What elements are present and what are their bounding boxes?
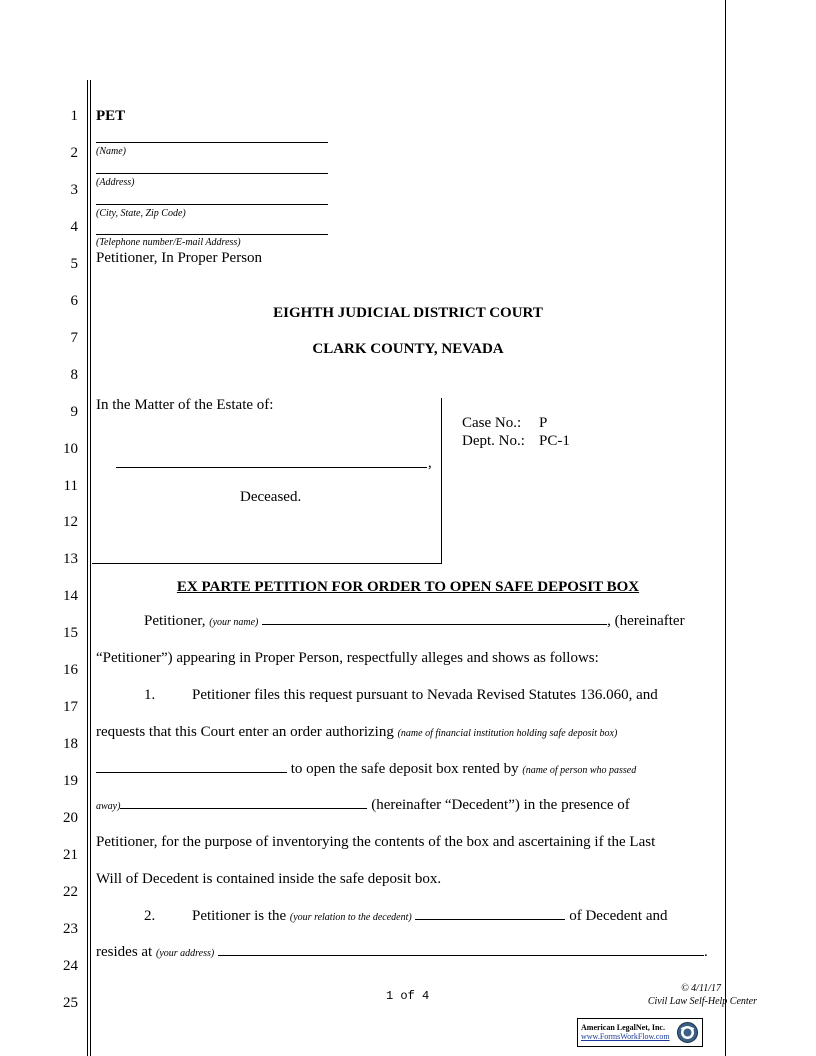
line-number: 23 bbox=[63, 920, 78, 937]
left-margin-rule-inner bbox=[90, 80, 91, 1056]
financial-institution-hint: (name of financial institution holding safe deposit box) bbox=[397, 728, 618, 739]
authorizing-text: requests that this Court enter an order authorizing bbox=[96, 724, 394, 740]
dept-number-label: Dept. No.: bbox=[462, 433, 525, 449]
line-number: 17 bbox=[63, 699, 78, 716]
decedent-comma: , bbox=[428, 455, 432, 471]
of-decedent-text: of Decedent and bbox=[569, 908, 668, 924]
name-label: (Name) bbox=[96, 146, 126, 157]
financial-institution-blank[interactable] bbox=[96, 772, 287, 773]
left-margin-rule-outer bbox=[87, 80, 88, 1056]
petition-title: EX PARTE PETITION FOR ORDER TO OPEN SAFE DEPOSIT BOX bbox=[176, 579, 640, 595]
line-number: 24 bbox=[63, 957, 78, 974]
pet-label: PET bbox=[96, 108, 126, 124]
line-number: 22 bbox=[63, 883, 78, 900]
case-number-label: Case No.: bbox=[462, 415, 522, 431]
item-1-line-3 bbox=[96, 761, 636, 778]
line-number: 25 bbox=[63, 994, 78, 1011]
line-number: 21 bbox=[63, 847, 78, 863]
line-number: 1 bbox=[70, 108, 78, 124]
line-number: 7 bbox=[70, 329, 78, 346]
your-name-blank[interactable] bbox=[262, 624, 607, 625]
hereinafter-text: , (hereinafter bbox=[607, 613, 685, 629]
item-1-text: Petitioner files this request pursuant to Nevada Revised Statutes 136.060, and bbox=[192, 687, 658, 703]
caption-box-right-border bbox=[441, 398, 442, 563]
address-hint: (your address) bbox=[155, 948, 215, 959]
item-2-line-2 bbox=[96, 944, 708, 961]
deceased-label: Deceased. bbox=[240, 489, 302, 505]
estate-matter-label: In the Matter of the Estate of: bbox=[96, 397, 274, 413]
line-number: 2 bbox=[70, 144, 78, 161]
line-number: 5 bbox=[70, 255, 78, 272]
dept-number-value[interactable]: PC-1 bbox=[539, 433, 570, 449]
line-number: 3 bbox=[70, 181, 78, 198]
item-1-number: 1. bbox=[144, 687, 156, 703]
name-field-line[interactable] bbox=[96, 142, 328, 143]
petitioner-intro-line-2: “Petitioner”) appearing in Proper Person, respectfully alleges and shows as follows: bbox=[96, 650, 599, 666]
right-margin-rule bbox=[725, 0, 726, 1056]
line-number: 9 bbox=[70, 403, 78, 420]
resides-at-text: resides at bbox=[96, 944, 153, 960]
line-number: 20 bbox=[63, 810, 78, 827]
case-number-value[interactable]: P bbox=[539, 415, 548, 431]
line-number: 15 bbox=[63, 625, 78, 642]
line-number: 8 bbox=[70, 366, 78, 383]
footer-center-name: Civil Law Self-Help Center bbox=[647, 996, 757, 1007]
address-field-line[interactable] bbox=[96, 173, 328, 174]
footer-date: © 4/11/17 bbox=[681, 983, 721, 994]
line-number: 10 bbox=[63, 440, 78, 457]
item-2-line-1 bbox=[192, 908, 668, 925]
line-number: 4 bbox=[70, 218, 78, 235]
item-1-line-6: Will of Decedent is contained inside the safe deposit box. bbox=[96, 871, 442, 887]
city-field-line[interactable] bbox=[96, 204, 328, 205]
globe-icon bbox=[676, 1021, 699, 1044]
badge-website-link[interactable]: www.FormsWorkFlow.com bbox=[581, 1032, 670, 1041]
item-1-line-4 bbox=[96, 797, 630, 814]
court-county: CLARK COUNTY, NEVADA bbox=[312, 341, 504, 357]
address-label: (Address) bbox=[96, 177, 135, 188]
line-number: 16 bbox=[63, 662, 78, 679]
american-legalnet-badge[interactable] bbox=[577, 1018, 703, 1047]
line-number: 6 bbox=[70, 292, 78, 309]
passed-away-hint: away) bbox=[96, 801, 121, 812]
line-number: 11 bbox=[63, 477, 78, 494]
petitioner-intro-start: Petitioner, bbox=[144, 613, 206, 629]
badge-company: American LegalNet, Inc. bbox=[581, 1023, 665, 1032]
open-box-text: to open the safe deposit box rented by bbox=[290, 761, 519, 777]
address-blank[interactable] bbox=[218, 955, 704, 956]
address-period: . bbox=[703, 944, 708, 960]
petitioner-is-text: Petitioner is the bbox=[192, 908, 287, 924]
petitioner-intro-line bbox=[144, 613, 685, 630]
phone-label: (Telephone number/E-mail Address) bbox=[96, 237, 241, 248]
deceased-person-hint: (name of person who passed bbox=[522, 765, 637, 776]
item-2-number: 2. bbox=[144, 908, 156, 924]
page-number: 1 of 4 bbox=[386, 989, 430, 1003]
city-label: (City, State, Zip Code) bbox=[96, 208, 186, 219]
decedent-name-blank[interactable] bbox=[120, 808, 367, 809]
item-1-line-5: Petitioner, for the purpose of inventorying the contents of the box and ascertaining if the Last bbox=[96, 834, 656, 850]
decedent-name-line[interactable] bbox=[116, 467, 427, 468]
relation-hint: (your relation to the decedent) bbox=[289, 912, 412, 923]
line-number: 19 bbox=[63, 773, 78, 790]
relation-blank[interactable] bbox=[415, 919, 565, 920]
petitioner-in-proper-person: Petitioner, In Proper Person bbox=[96, 250, 263, 266]
hereinafter-decedent-text: (hereinafter “Decedent”) in the presence of bbox=[371, 797, 630, 813]
line-number: 13 bbox=[63, 551, 78, 568]
line-number: 12 bbox=[63, 514, 78, 531]
your-name-hint: (your name) bbox=[209, 617, 259, 628]
caption-box-bottom-border bbox=[92, 563, 442, 564]
phone-field-line[interactable] bbox=[96, 234, 328, 235]
line-number: 18 bbox=[63, 736, 78, 753]
court-title: EIGHTH JUDICIAL DISTRICT COURT bbox=[273, 305, 543, 321]
line-number: 14 bbox=[63, 588, 78, 605]
item-1-line-2 bbox=[96, 724, 617, 741]
